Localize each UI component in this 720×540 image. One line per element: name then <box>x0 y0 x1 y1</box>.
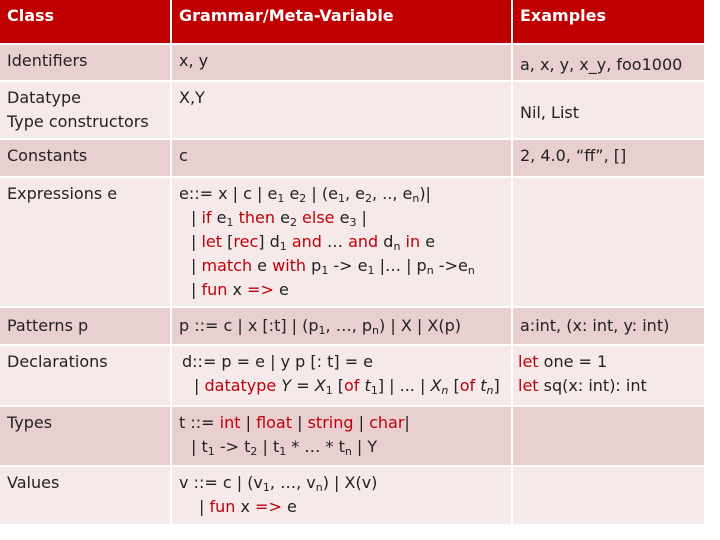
grammar-cell: p ::= c | x [:t] | ($p_1$, …, $p_n$) | X | X(p) <box>172 308 511 344</box>
examples-cell: a:int, (x: int, y: int) <box>513 308 704 344</box>
grammar-cell: X,Y <box>172 82 511 138</box>
examples-cell: Nil, List <box>513 82 704 138</box>
examples-cell: a, x, y, x_y, foo1000 <box>513 45 704 80</box>
grammar-cell <box>172 407 511 465</box>
header-examples: Examples <box>513 0 704 43</box>
class-cell: Types <box>0 407 170 465</box>
types-line-1: t ::= int | float | string | char| <box>179 413 410 432</box>
examples-cell <box>513 178 704 306</box>
values-line-1: v ::= c | ($v_1$, …, $v_n$) | X(v) <box>179 473 378 494</box>
table-header-row <box>0 0 704 43</box>
examples-cell <box>513 346 704 405</box>
decl-example-1: let one = 1 <box>518 352 608 371</box>
class-cell: Datatype Type constructors <box>0 82 170 138</box>
class-cell: Declarations <box>0 346 170 405</box>
decl-line-2: | datatype $Y = X_1$ [of $t_1$] | ... | $X_n$ [of $t_n$] <box>194 376 500 397</box>
values-line-2: | fun x => e <box>199 497 297 516</box>
class-cell: Constants <box>0 140 170 176</box>
class-cell: Expressions e <box>0 178 170 306</box>
examples-cell <box>513 407 704 465</box>
expr-line-5: | fun x => e <box>191 280 289 299</box>
table-row <box>0 178 704 306</box>
types-line-2: | $t_1 -> t_2$ | $t_1$ * … * $t_n$ | Y <box>191 437 378 458</box>
table-row <box>0 407 704 465</box>
grammar-cell <box>172 346 511 405</box>
table-row <box>0 346 704 405</box>
decl-line-1: d::= p = e | y p [: t] = e <box>182 352 374 371</box>
table-row <box>0 140 704 176</box>
decl-example-2: let sq(x: int): int <box>518 376 647 395</box>
table-row <box>0 82 704 138</box>
class-cell: Values <box>0 467 170 524</box>
header-grammar: Grammar/Meta-Variable <box>172 0 511 43</box>
grammar-cell <box>172 467 511 524</box>
table-row <box>0 467 704 524</box>
grammar-cell <box>172 178 511 306</box>
class-cell: Patterns p <box>0 308 170 344</box>
grammar-cell: x, y <box>172 45 511 80</box>
expr-line-1: e::= x | c | $e_1$ $e_2$ | ($e_1$, $e_2$, .., $e_n)|$ <box>179 184 431 205</box>
class-cell: Identifiers <box>0 45 170 80</box>
expr-line-4: | match e with $p_1 -> e_1$ |… | $p_n$ $->e_n$ <box>191 256 475 277</box>
examples-cell <box>513 467 704 524</box>
grammar-cell: c <box>172 140 511 176</box>
examples-cell: 2, 4.0, “ff”, [] <box>513 140 704 176</box>
expr-line-3: | let [rec] $d_1$ and … and $d_n$ in e <box>191 232 436 253</box>
expr-line-2: | if $e_1$ then $e_2$ else $e_3$ | <box>191 208 367 229</box>
table-row <box>0 308 704 344</box>
table-row <box>0 45 704 80</box>
header-class: Class <box>0 0 170 43</box>
